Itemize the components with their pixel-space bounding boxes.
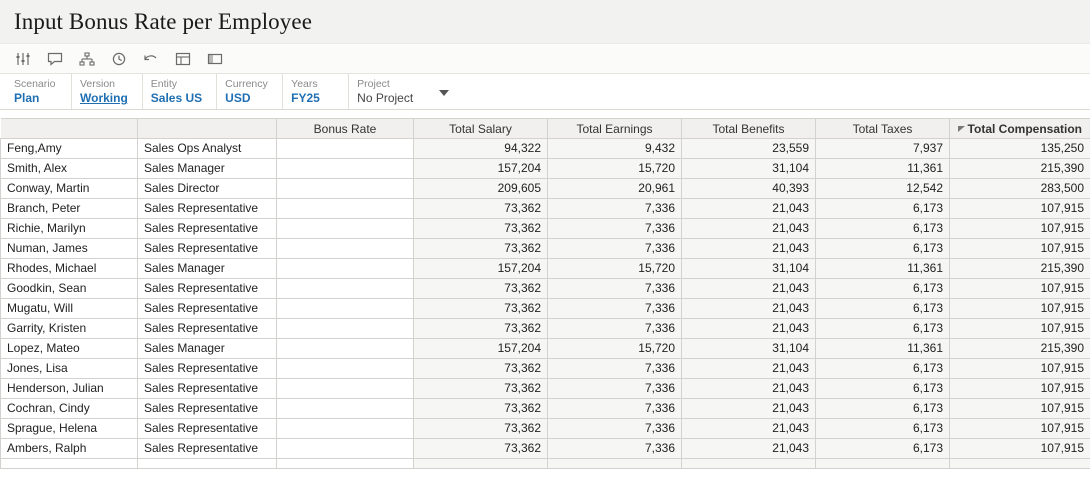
cell-total-earnings: 7,336: [548, 379, 682, 399]
cell-bonus-rate[interactable]: [277, 279, 414, 299]
cell-total-salary: 73,362: [414, 319, 548, 339]
cell-total-benefits: 31,104: [682, 159, 816, 179]
pov-project-label: Project: [357, 78, 390, 90]
cell-partial: [414, 459, 548, 469]
table-row[interactable]: [1, 219, 1090, 239]
cell-total-benefits: 21,043: [682, 439, 816, 459]
column-header-total-taxes[interactable]: Total Taxes: [816, 119, 950, 139]
column-header-bonus-rate[interactable]: Bonus Rate: [277, 119, 414, 139]
cell-total-salary: 73,362: [414, 359, 548, 379]
column-header-total-benefits[interactable]: Total Benefits: [682, 119, 816, 139]
cell-total-benefits: 21,043: [682, 359, 816, 379]
cell-employee-name: Lopez, Mateo: [1, 339, 138, 359]
cell-partial: [816, 459, 950, 469]
cell-employee-role: Sales Representative: [138, 379, 277, 399]
cell-total-compensation: 107,915: [950, 299, 1090, 319]
table-row[interactable]: [1, 319, 1090, 339]
cell-bonus-rate[interactable]: [277, 219, 414, 239]
cell-total-taxes: 6,173: [816, 399, 950, 419]
cell-total-compensation: 107,915: [950, 439, 1090, 459]
table-row[interactable]: [1, 359, 1090, 379]
cell-bonus-rate[interactable]: [277, 139, 414, 159]
table-row[interactable]: [1, 419, 1090, 439]
cell-total-compensation: 107,915: [950, 419, 1090, 439]
cell-total-compensation: 107,915: [950, 399, 1090, 419]
pov-version-label: Version: [80, 78, 116, 90]
cell-total-benefits: 21,043: [682, 199, 816, 219]
grid-corner-role[interactable]: [138, 119, 277, 139]
cell-employee-role: Sales Ops Analyst: [138, 139, 277, 159]
cell-total-earnings: 7,336: [548, 199, 682, 219]
pov-years[interactable]: [291, 74, 349, 109]
cell-total-taxes: 6,173: [816, 439, 950, 459]
cell-total-salary: 73,362: [414, 419, 548, 439]
table-row[interactable]: [1, 199, 1090, 219]
table-row[interactable]: [1, 159, 1090, 179]
cell-partial: [548, 459, 682, 469]
cell-total-taxes: 11,361: [816, 159, 950, 179]
cell-employee-role: Sales Representative: [138, 239, 277, 259]
comment-icon[interactable]: [40, 46, 70, 72]
cell-partial: [950, 459, 1090, 469]
cell-employee-name: Sprague, Helena: [1, 419, 138, 439]
data-grid-container[interactable]: [0, 118, 1090, 480]
cell-total-taxes: 6,173: [816, 239, 950, 259]
grid-corner-employee[interactable]: [1, 119, 138, 139]
cell-total-benefits: 31,104: [682, 339, 816, 359]
toolbar: [0, 44, 1090, 74]
cell-employee-name: Henderson, Julian: [1, 379, 138, 399]
cell-employee-role: Sales Representative: [138, 319, 277, 339]
cell-bonus-rate[interactable]: [277, 399, 414, 419]
cell-total-earnings: 7,336: [548, 359, 682, 379]
cell-total-salary: 94,322: [414, 139, 548, 159]
cell-total-benefits: 21,043: [682, 299, 816, 319]
pov-version-value[interactable]: Working: [80, 91, 128, 105]
cell-total-benefits: 21,043: [682, 239, 816, 259]
cell-total-salary: 73,362: [414, 279, 548, 299]
cell-total-earnings: 7,336: [548, 279, 682, 299]
hierarchy-icon[interactable]: [72, 46, 102, 72]
cell-total-taxes: 6,173: [816, 219, 950, 239]
cell-employee-name: Ambers, Ralph: [1, 439, 138, 459]
cell-total-salary: 73,362: [414, 439, 548, 459]
pov-entity-label: Entity: [150, 78, 178, 90]
table-row[interactable]: [1, 299, 1090, 319]
cell-employee-name: Richie, Marilyn: [1, 219, 138, 239]
cell-total-compensation: 107,915: [950, 379, 1090, 399]
panel-icon[interactable]: [200, 46, 230, 72]
cell-employee-name: Smith, Alex: [1, 159, 138, 179]
pov-version[interactable]: [80, 74, 143, 109]
cell-total-salary: 209,605: [414, 179, 548, 199]
cell-bonus-rate[interactable]: [277, 339, 414, 359]
cell-total-salary: 73,362: [414, 199, 548, 219]
table-row[interactable]: [1, 239, 1090, 259]
pov-currency-label: Currency: [225, 78, 268, 90]
column-header-total-compensation-label: Total Compensation: [967, 121, 1082, 136]
cell-bonus-rate[interactable]: [277, 199, 414, 219]
cell-total-taxes: 6,173: [816, 199, 950, 219]
cell-bonus-rate[interactable]: [277, 179, 414, 199]
cell-total-taxes: 6,173: [816, 419, 950, 439]
cell-total-taxes: 6,173: [816, 359, 950, 379]
page-title: Input Bonus Rate per Employee: [14, 8, 313, 34]
cell-employee-name: Garrity, Kristen: [1, 319, 138, 339]
cell-total-benefits: 31,104: [682, 259, 816, 279]
cell-total-compensation: 107,915: [950, 239, 1090, 259]
cell-total-earnings: 7,336: [548, 319, 682, 339]
cell-total-compensation: 107,915: [950, 319, 1090, 339]
cell-employee-name: Feng,Amy: [1, 139, 138, 159]
cell-employee-role: Sales Representative: [138, 219, 277, 239]
cell-total-taxes: 6,173: [816, 299, 950, 319]
cell-total-earnings: 15,720: [548, 339, 682, 359]
cell-total-benefits: 21,043: [682, 399, 816, 419]
pov-scenario-value[interactable]: Plan: [14, 91, 40, 105]
cell-total-compensation: 215,390: [950, 259, 1090, 279]
cell-total-earnings: 7,336: [548, 239, 682, 259]
cell-total-earnings: 9,432: [548, 139, 682, 159]
cell-partial: [1, 459, 138, 469]
table-row[interactable]: [1, 339, 1090, 359]
title-bar: [0, 0, 1090, 44]
history-icon[interactable]: [104, 46, 134, 72]
cell-total-earnings: 7,336: [548, 439, 682, 459]
table-row[interactable]: [1, 439, 1090, 459]
pov-entity[interactable]: [151, 74, 217, 109]
cell-total-earnings: 15,720: [548, 159, 682, 179]
pov-years-label: Years: [291, 78, 318, 90]
cell-total-earnings: 15,720: [548, 259, 682, 279]
cell-total-salary: 73,362: [414, 299, 548, 319]
cell-total-earnings: 7,336: [548, 399, 682, 419]
pov-scenario-label: Scenario: [14, 78, 56, 90]
cell-total-earnings: 20,961: [548, 179, 682, 199]
cell-total-earnings: 7,336: [548, 419, 682, 439]
cell-bonus-rate[interactable]: [277, 379, 414, 399]
cell-total-taxes: 6,173: [816, 319, 950, 339]
cell-employee-name: Jones, Lisa: [1, 359, 138, 379]
pov-project[interactable]: [357, 74, 457, 109]
cell-partial: [138, 459, 277, 469]
cell-total-taxes: 11,361: [816, 339, 950, 359]
cell-total-benefits: 21,043: [682, 319, 816, 339]
cell-employee-role: Sales Representative: [138, 419, 277, 439]
cell-total-salary: 73,362: [414, 239, 548, 259]
cell-total-compensation: 215,390: [950, 339, 1090, 359]
cell-employee-role: Sales Manager: [138, 339, 277, 359]
cell-employee-name: Cochran, Cindy: [1, 399, 138, 419]
cell-total-compensation: 135,250: [950, 139, 1090, 159]
cell-total-earnings: 7,336: [548, 299, 682, 319]
cell-employee-role: Sales Representative: [138, 299, 277, 319]
adjust-icon[interactable]: [8, 46, 38, 72]
cell-total-compensation: 107,915: [950, 279, 1090, 299]
table-row[interactable]: [1, 259, 1090, 279]
cell-employee-name: Conway, Martin: [1, 179, 138, 199]
cell-total-taxes: 6,173: [816, 379, 950, 399]
cell-employee-name: Mugatu, Will: [1, 299, 138, 319]
cell-bonus-rate[interactable]: [277, 159, 414, 179]
pov-entity-value[interactable]: Sales US: [150, 91, 203, 105]
cell-total-salary: 73,362: [414, 399, 548, 419]
cell-employee-role: Sales Representative: [138, 399, 277, 419]
cell-bonus-rate[interactable]: [277, 239, 414, 259]
cell-total-compensation: 107,915: [950, 219, 1090, 239]
cell-total-taxes: 7,937: [816, 139, 950, 159]
column-header-total-salary[interactable]: Total Salary: [414, 119, 548, 139]
cell-bonus-rate[interactable]: [277, 299, 414, 319]
cell-total-benefits: 21,043: [682, 419, 816, 439]
chevron-down-icon[interactable]: [439, 90, 449, 96]
cell-partial: [682, 459, 816, 469]
table-row[interactable]: [1, 139, 1090, 159]
cell-employee-role: Sales Representative: [138, 279, 277, 299]
cell-employee-name: Rhodes, Michael: [1, 259, 138, 279]
column-header-total-earnings[interactable]: Total Earnings: [548, 119, 682, 139]
table-row[interactable]: [1, 279, 1090, 299]
cell-total-taxes: 6,173: [816, 279, 950, 299]
cell-bonus-rate[interactable]: [277, 439, 414, 459]
table-row[interactable]: [1, 399, 1090, 419]
data-grid: [0, 118, 1090, 469]
undo-icon[interactable]: [136, 46, 166, 72]
pov-scenario[interactable]: [14, 74, 72, 109]
cell-bonus-rate[interactable]: [277, 359, 414, 379]
cell-total-salary: 73,362: [414, 219, 548, 239]
table-row[interactable]: [1, 179, 1090, 199]
grid-header-row: [1, 119, 1090, 139]
pov-currency[interactable]: [225, 74, 283, 109]
cell-employee-role: Sales Director: [138, 179, 277, 199]
cell-total-taxes: 12,542: [816, 179, 950, 199]
cell-total-salary: 157,204: [414, 159, 548, 179]
pov-project-value[interactable]: No Project: [357, 91, 414, 105]
cell-employee-role: Sales Representative: [138, 439, 277, 459]
cell-total-compensation: 107,915: [950, 359, 1090, 379]
cell-total-benefits: 21,043: [682, 219, 816, 239]
cell-total-earnings: 7,336: [548, 219, 682, 239]
pov-years-value[interactable]: FY25: [291, 91, 320, 105]
cell-employee-role: Sales Representative: [138, 199, 277, 219]
cell-employee-name: Numan, James: [1, 239, 138, 259]
column-header-total-compensation[interactable]: [950, 119, 1090, 139]
cell-bonus-rate[interactable]: [277, 259, 414, 279]
cell-employee-role: Sales Manager: [138, 159, 277, 179]
cell-bonus-rate[interactable]: [277, 319, 414, 339]
cell-total-compensation: 215,390: [950, 159, 1090, 179]
table-row[interactable]: [1, 459, 1090, 469]
cell-total-benefits: 21,043: [682, 379, 816, 399]
cell-total-taxes: 11,361: [816, 259, 950, 279]
cell-total-salary: 157,204: [414, 259, 548, 279]
pov-currency-value[interactable]: USD: [225, 91, 251, 105]
cell-employee-role: Sales Manager: [138, 259, 277, 279]
pov-bar: [0, 74, 1090, 110]
cell-partial: [277, 459, 414, 469]
grid-body: [1, 139, 1090, 469]
cell-total-benefits: 23,559: [682, 139, 816, 159]
grid-spread-icon[interactable]: [168, 46, 198, 72]
table-row[interactable]: [1, 379, 1090, 399]
cell-total-salary: 157,204: [414, 339, 548, 359]
cell-employee-name: Branch, Peter: [1, 199, 138, 219]
cell-employee-name: Goodkin, Sean: [1, 279, 138, 299]
cell-total-compensation: 107,915: [950, 199, 1090, 219]
cell-total-salary: 73,362: [414, 379, 548, 399]
cell-employee-role: Sales Representative: [138, 359, 277, 379]
sort-indicator-icon: [958, 126, 965, 132]
cell-total-benefits: 40,393: [682, 179, 816, 199]
cell-total-benefits: 21,043: [682, 279, 816, 299]
cell-bonus-rate[interactable]: [277, 419, 414, 439]
cell-total-compensation: 283,500: [950, 179, 1090, 199]
